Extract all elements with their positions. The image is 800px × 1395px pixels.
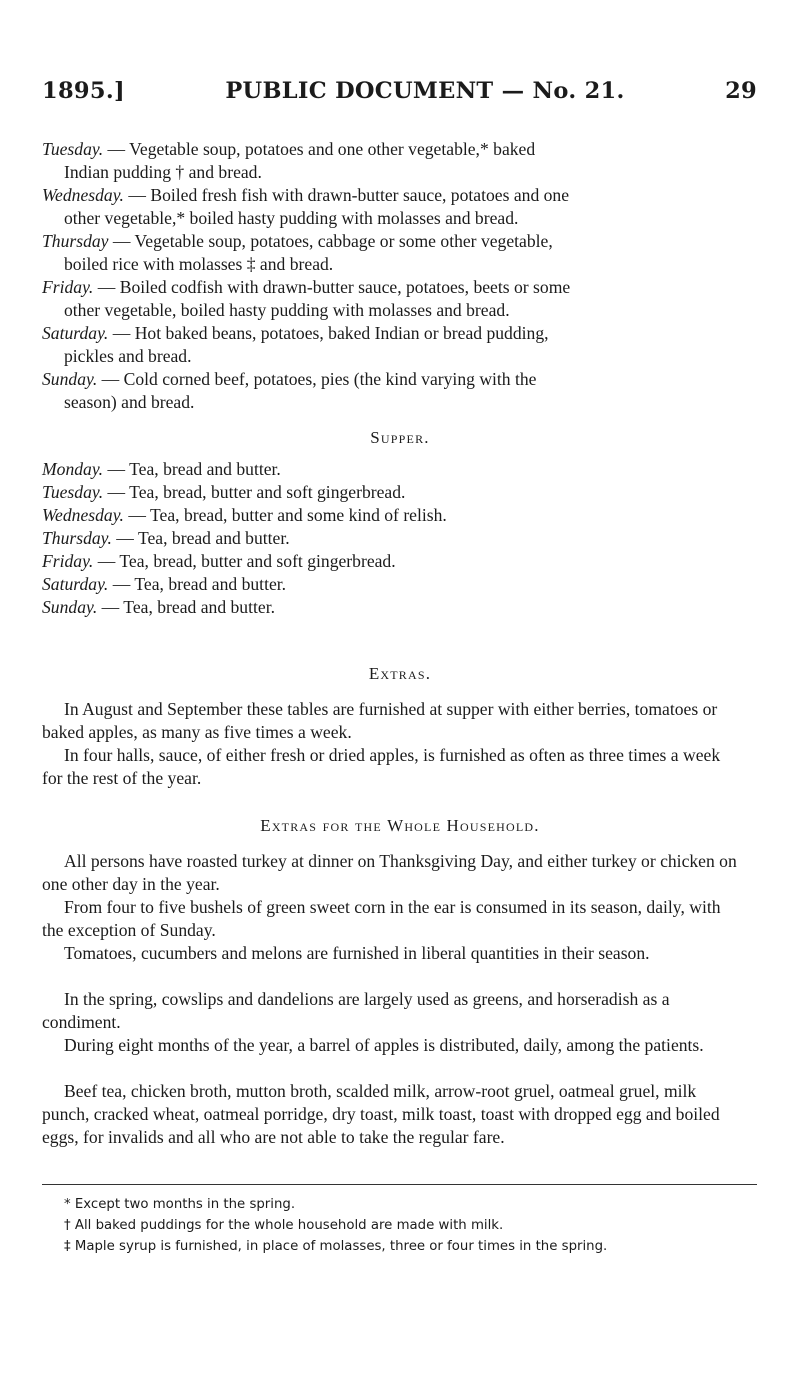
household-paragraph: In the spring, cowslips and dandelions are largely used as greens, and horseradish as a condiment. [42,989,670,1032]
dinner-entry-saturday: Saturday. — Hot baked beans, potatoes, baked Indian or bread pudding, pickles and bread. [42,323,549,366]
supper-heading: Supper. [370,428,430,447]
household-paragraph: During eight months of the year, a barrel of apples is distributed, daily, among the patients. [64,1035,704,1055]
household-paragraph: Beef tea, chicken broth, mutton broth, scalded milk, arrow-root gruel, oatmeal gruel, milk punch, cracked wheat, oatmeal porridge, dry toast, milk toast, toast with dropped egg and boiled eggs, for invalids and all who are not able to take the regular fare. [42,1081,720,1147]
dinner-entry-thursday: Thursday — Vegetable soup, potatoes, cabbage or some other vegetable, boiled rice with molasses ‡ and bread. [42,231,553,274]
dinner-entry-sunday: Sunday. — Cold corned beef, potatoes, pies (the kind varying with the season) and bread. [42,369,537,412]
supper-entry-thursday: Thursday. — Tea, bread and butter. [42,528,290,548]
footnote-divider [42,1184,757,1185]
supper-entry-sunday: Sunday. — Tea, bread and butter. [42,597,275,617]
footnote: ‡ Maple syrup is furnished, in place of molasses, three or four times in the spring. [64,1239,608,1254]
dinner-entry-wednesday: Wednesday. — Boiled fresh fish with drawn-butter sauce, potatoes and one other vegetable,* boiled hasty pudding with molasses and bread. [42,185,570,228]
page-number: 29 [725,78,757,104]
extras-paragraph: In four halls, sauce, of either fresh or dried apples, is furnished as often as three times a week for the rest of the year. [42,745,721,788]
dinner-entry-tuesday: Tuesday. — Vegetable soup, potatoes and one other vegetable,* baked Indian pudding † and bread. [42,139,536,182]
extras-heading: Extras. [368,664,432,683]
footnote: † All baked puddings for the whole household are made with milk. [64,1218,504,1233]
household-paragraph: Tomatoes, cucumbers and melons are furnished in liberal quantities in their season. [64,943,650,963]
extras-paragraph: In August and September these tables are furnished at supper with either berries, tomatoes or baked apples, as many as five times a week. [42,699,718,742]
household-heading: Extras for the Whole Household. [260,816,540,835]
household-paragraph: From four to five bushels of green sweet corn in the ear is consumed in its season, daily, with the exception of Sunday. [42,897,721,940]
household-paragraph: All persons have roasted turkey at dinner on Thanksgiving Day, and either turkey or chicken on one other day in the year. [42,851,737,894]
supper-entry-tuesday: Tuesday. — Tea, bread, butter and soft gingerbread. [42,482,406,502]
footnote: * Except two months in the spring. [64,1197,296,1212]
supper-entry-saturday: Saturday. — Tea, bread and butter. [42,574,287,594]
supper-entry-monday: Monday. — Tea, bread and butter. [42,459,281,479]
header-year: 1895.] [42,78,125,104]
running-header [42,78,757,104]
supper-entry-wednesday: Wednesday. — Tea, bread, butter and some kind of relish. [42,505,447,525]
dinner-entry-friday: Friday. — Boiled codfish with drawn-butter sauce, potatoes, beets or some other vegetable, boiled hasty pudding with molasses and bread. [42,277,571,320]
supper-entry-friday: Friday. — Tea, bread, butter and soft gingerbread. [42,551,396,571]
header-title: PUBLIC DOCUMENT — No. 21. [225,78,625,104]
